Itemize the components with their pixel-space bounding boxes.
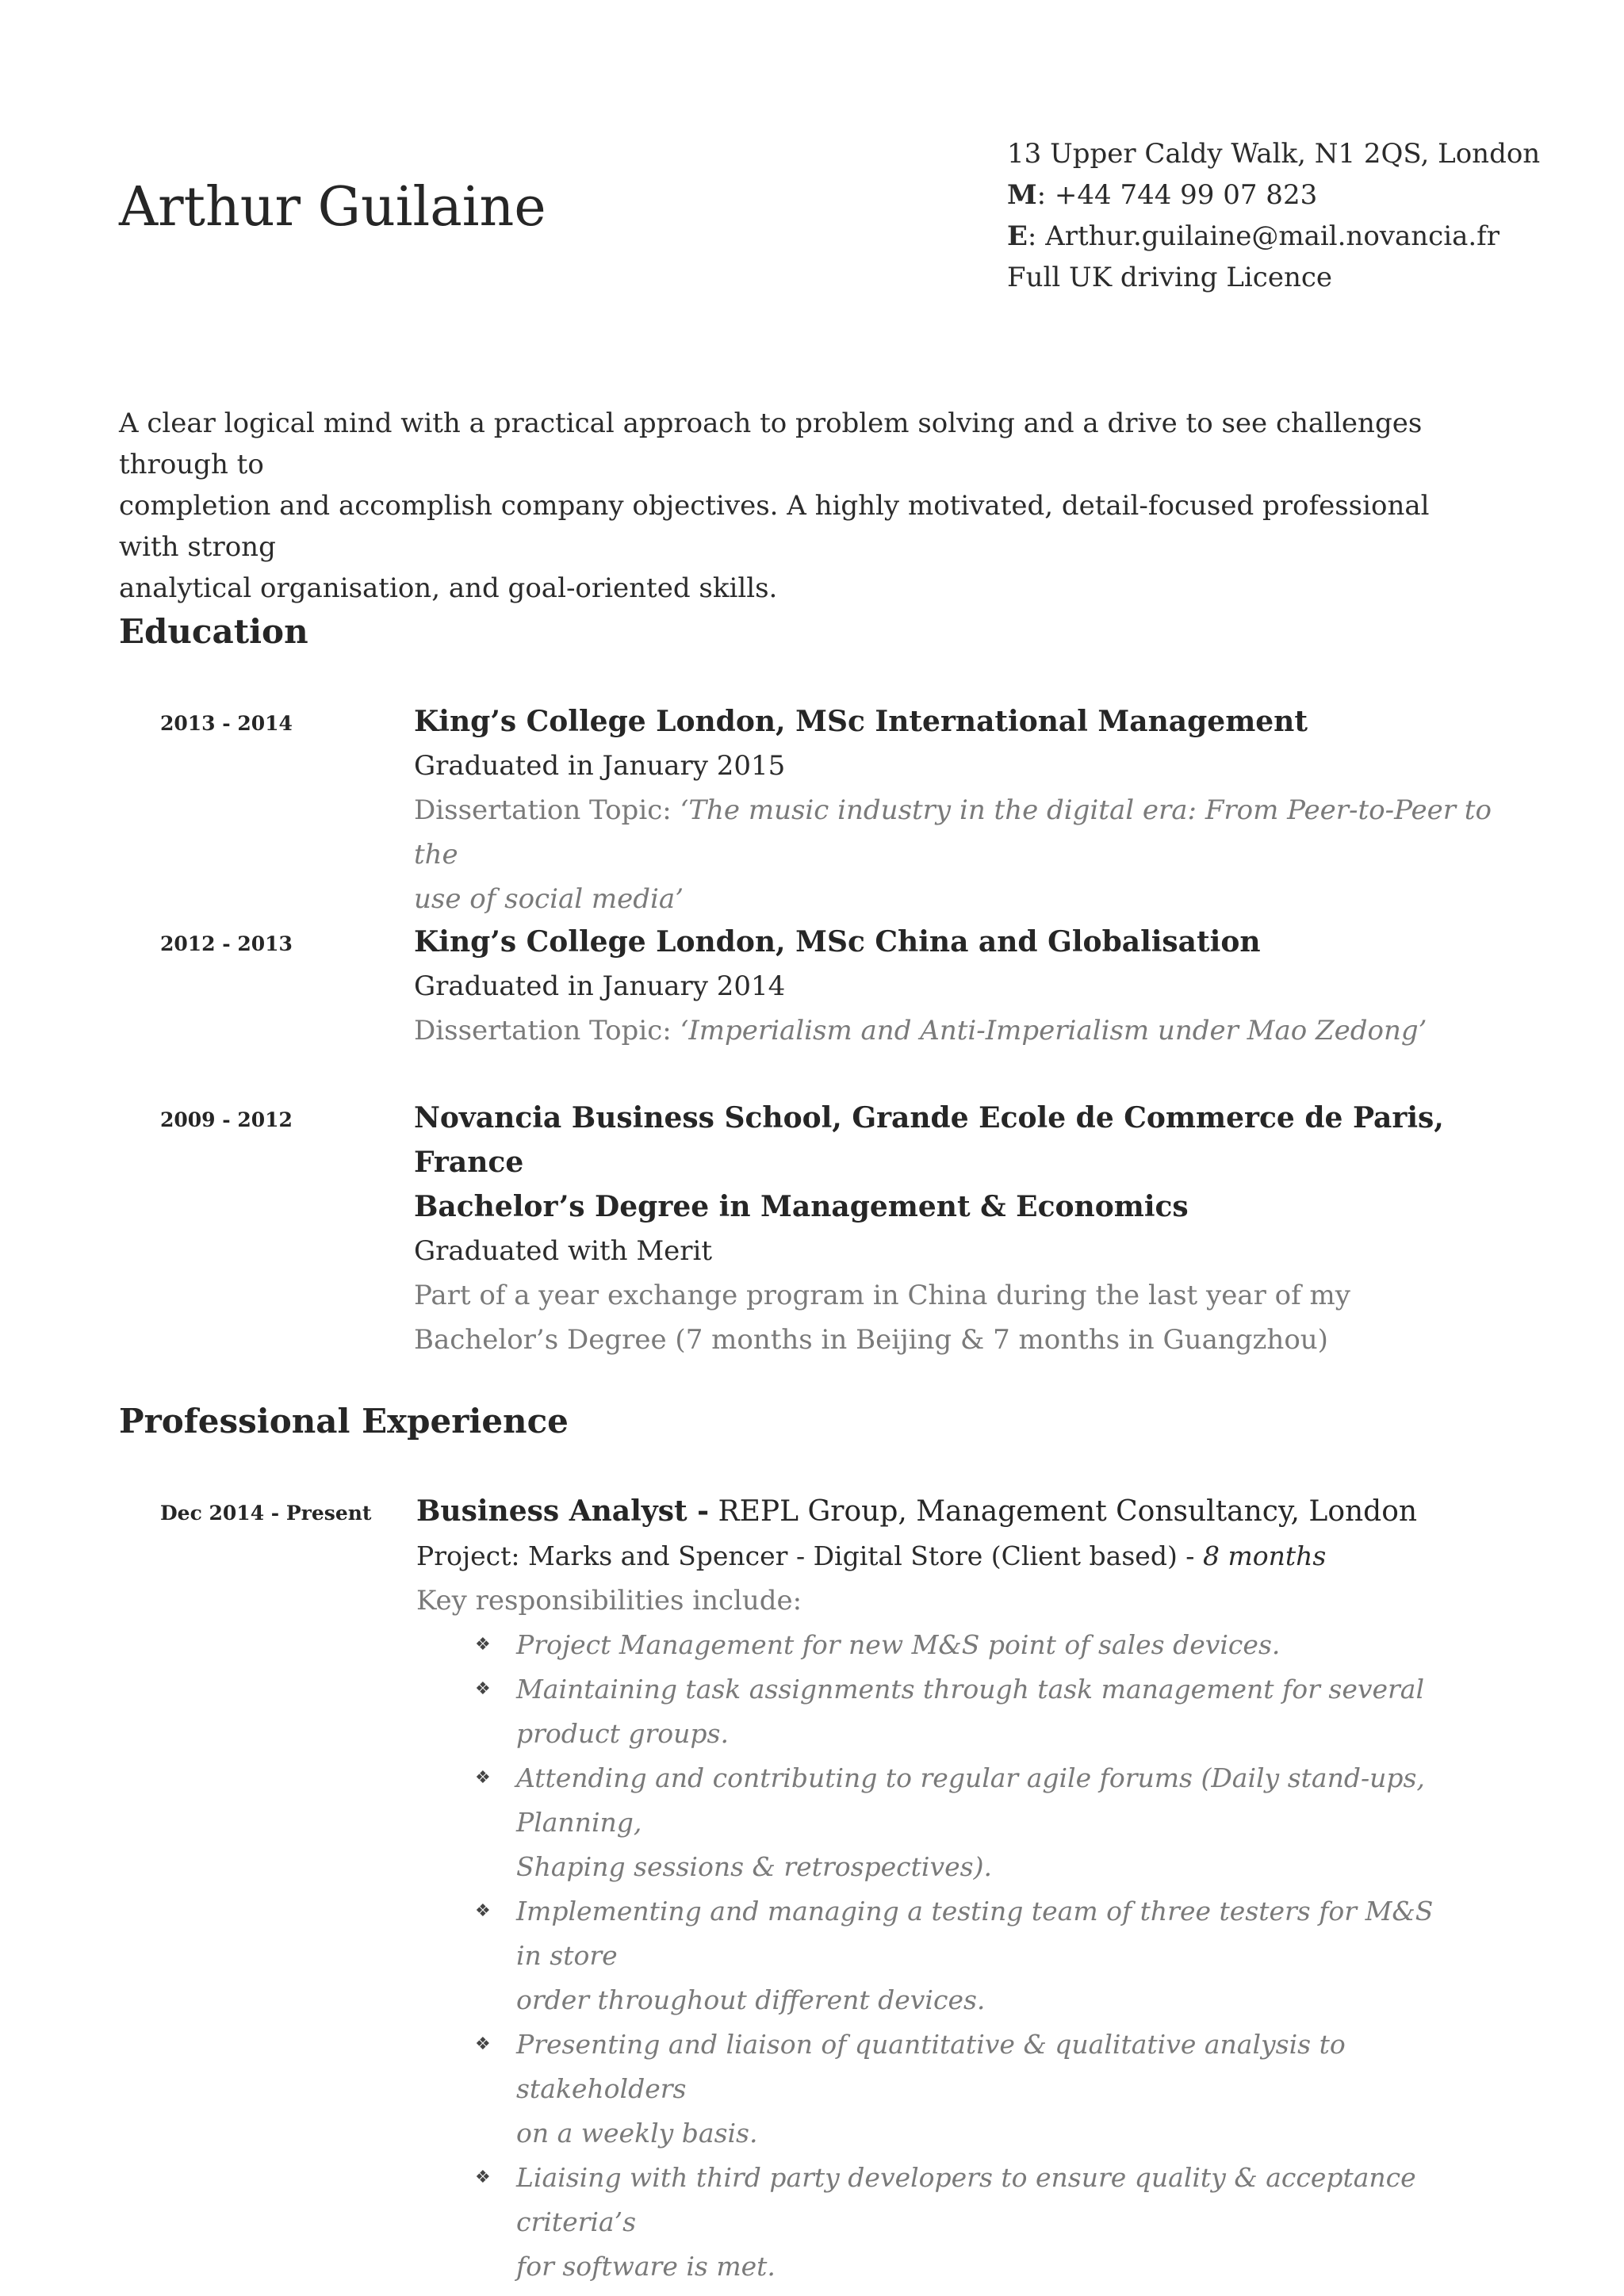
list-item: ❖ Presenting and liaison of quantitative & qualitative analysis to stakeholders on a weekly basis. bbox=[516, 2022, 1436, 2156]
list-item: ❖ Maintaining task assignments through task management for several product groups. bbox=[516, 1667, 1436, 1756]
entry-body bbox=[416, 1489, 1495, 2289]
exchange-note-continued: Bachelor’s Degree (7 months in Beijing & 7 months in Guangzhou) bbox=[414, 1324, 1328, 1356]
entry-date: 2013 - 2014 bbox=[160, 712, 293, 735]
topic-text: ‘Imperialism and Anti-Imperialism under Mao Zedong’ bbox=[680, 1015, 1427, 1047]
graduation: Graduated in January 2014 bbox=[414, 970, 786, 1002]
entry-date: 2012 - 2013 bbox=[160, 932, 293, 955]
institution: Novancia Business School, Grande Ecole de Commerce de Paris, France bbox=[414, 1101, 1444, 1179]
list-item: ❖ Project Management for new M&S point of sales devices. bbox=[516, 1623, 1436, 1667]
email-label: E bbox=[1007, 220, 1028, 252]
diamond-bullet-icon: ❖ bbox=[475, 1768, 491, 1788]
project bbox=[416, 1534, 1495, 1578]
graduation: Graduated in January 2015 bbox=[414, 750, 786, 782]
diamond-bullet-icon: ❖ bbox=[475, 1901, 491, 1921]
dissertation-topic bbox=[414, 788, 1492, 877]
diamond-bullet-icon: ❖ bbox=[475, 1635, 491, 1655]
exchange-note: Part of a year exchange program in China during the last year of my bbox=[414, 1280, 1350, 1311]
responsibilities-list bbox=[416, 1623, 1495, 2289]
mobile-number: +44 744 99 07 823 bbox=[1054, 179, 1318, 211]
section-title-education: Education bbox=[119, 612, 308, 651]
topic-label: Dissertation Topic: bbox=[414, 794, 680, 826]
summary-line: completion and accomplish company objectives. A highly motivated, detail-focused professional with strong bbox=[119, 490, 1430, 563]
entry-body bbox=[414, 1096, 1492, 1362]
summary-line: analytical organisation, and goal-oriented skills. bbox=[119, 572, 778, 604]
entry-date: 2009 - 2012 bbox=[160, 1108, 293, 1131]
email-address: Arthur.guilaine@mail.novancia.fr bbox=[1045, 220, 1500, 252]
topic-text: ‘The music industry in the digital era: From Peer-to-Peer to the bbox=[414, 794, 1492, 871]
graduation: Graduated with Merit bbox=[414, 1235, 713, 1267]
contact-block bbox=[1007, 133, 1540, 298]
summary-line: A clear logical mind with a practical approach to problem solving and a drive to see challenges through to bbox=[119, 408, 1423, 480]
entry-date: Dec 2014 - Present bbox=[160, 1502, 372, 1525]
degree: Bachelor’s Degree in Management & Economics bbox=[414, 1190, 1189, 1223]
driving-licence: Full UK driving Licence bbox=[1007, 262, 1333, 293]
topic-label: Dissertation Topic: bbox=[414, 1015, 680, 1047]
entry-body bbox=[414, 699, 1492, 921]
candidate-name: Arthur Guilaine bbox=[119, 176, 546, 239]
role: Business Analyst - bbox=[416, 1494, 710, 1528]
list-item: ❖ Liaising with third party developers to ensure quality & acceptance criteria’s for software is met. bbox=[516, 2156, 1436, 2289]
diamond-bullet-icon: ❖ bbox=[475, 1679, 491, 1699]
topic-text-continued: use of social media’ bbox=[414, 883, 684, 915]
list-item: ❖ Implementing and managing a testing team of three testers for M&S in store order throughout different devices. bbox=[516, 1889, 1436, 2022]
address: 13 Upper Caldy Walk, N1 2QS, London bbox=[1007, 138, 1541, 170]
dissertation-topic bbox=[414, 1008, 1492, 1053]
diamond-bullet-icon: ❖ bbox=[475, 2034, 491, 2054]
profile-summary bbox=[119, 403, 1483, 609]
diamond-bullet-icon: ❖ bbox=[475, 2168, 491, 2187]
institution: King’s College London, MSc International Management bbox=[414, 705, 1308, 738]
section-title-experience: Professional Experience bbox=[119, 1402, 569, 1441]
project-duration: 8 months bbox=[1202, 1540, 1327, 1571]
company: REPL Group, Management Consultancy, London bbox=[709, 1495, 1418, 1528]
entry-body bbox=[414, 920, 1492, 1053]
mobile-row: M: +44 744 99 07 823 bbox=[1007, 179, 1318, 211]
mobile-label: M bbox=[1007, 179, 1037, 211]
job-title bbox=[416, 1489, 1495, 1534]
responsibilities-label: Key responsibilities include: bbox=[416, 1585, 802, 1617]
institution: King’s College London, MSc China and Globalisation bbox=[414, 925, 1261, 959]
project-name: Project: Marks and Spencer - Digital Store (Client based) - bbox=[416, 1540, 1203, 1571]
list-item: ❖ Attending and contributing to regular agile forums (Daily stand-ups, Planning, Shaping sessions & retrospectives). bbox=[516, 1756, 1436, 1889]
email-row: E: Arthur.guilaine@mail.novancia.fr bbox=[1007, 220, 1500, 252]
